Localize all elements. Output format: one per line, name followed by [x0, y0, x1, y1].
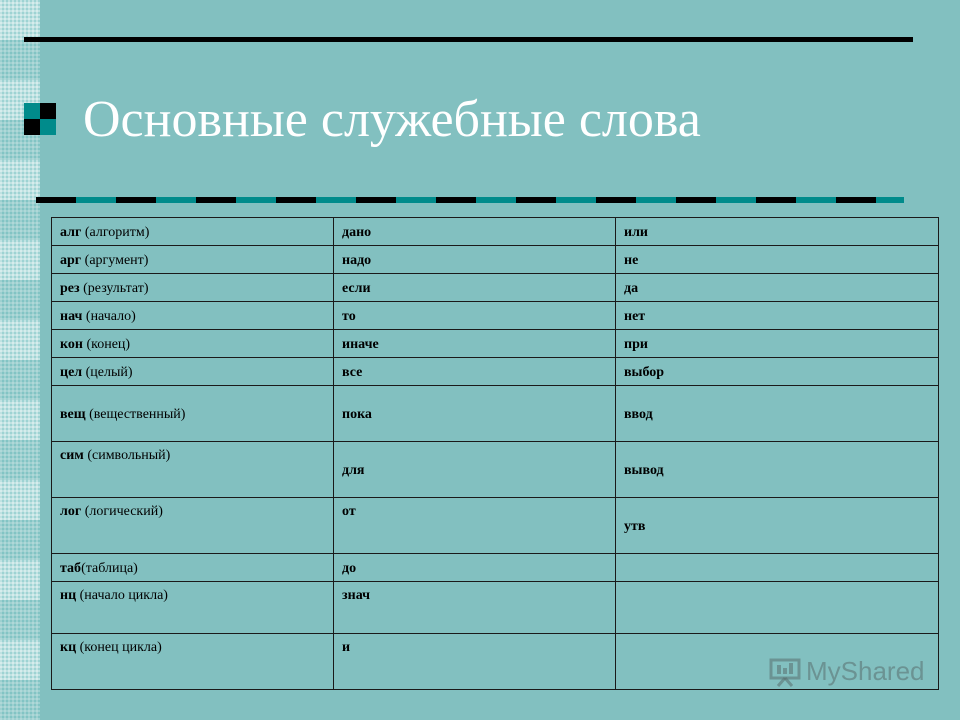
- table-cell: не: [616, 246, 939, 274]
- table-row: [52, 302, 939, 330]
- table-cell: ввод: [616, 386, 939, 442]
- table-row: [52, 330, 939, 358]
- table-cell: выбор: [616, 358, 939, 386]
- watermark: [768, 656, 925, 687]
- table-row: [52, 442, 939, 498]
- table-row: [52, 246, 939, 274]
- table-cell: нц (начало цикла): [52, 582, 334, 634]
- table-cell: [616, 582, 939, 634]
- page-title: Основные служебные слова: [83, 91, 701, 148]
- table-row: [52, 582, 939, 634]
- table-cell: все: [334, 358, 616, 386]
- dashed-rule: [36, 197, 904, 203]
- table-cell: иначе: [334, 330, 616, 358]
- table-cell: от: [334, 498, 616, 554]
- table-row: [52, 358, 939, 386]
- table-cell: то: [334, 302, 616, 330]
- table-cell: таб(таблица): [52, 554, 334, 582]
- table-cell: кон (конец): [52, 330, 334, 358]
- top-rule: [24, 37, 913, 42]
- title-bullet-icon: [24, 103, 56, 135]
- table-cell: да: [616, 274, 939, 302]
- table-cell: сим (символьный): [52, 442, 334, 498]
- table-cell: или: [616, 218, 939, 246]
- keywords-table: [51, 217, 939, 690]
- watermark-text: MyShared: [806, 656, 925, 686]
- table-cell: арг (аргумент): [52, 246, 334, 274]
- table-cell: нет: [616, 302, 939, 330]
- table-cell: знач: [334, 582, 616, 634]
- table-row: [52, 386, 939, 442]
- presentation-board-icon: [768, 657, 802, 687]
- table-cell: утв: [616, 498, 939, 554]
- table-row: [52, 554, 939, 582]
- table-row: [52, 498, 939, 554]
- table-row: [52, 274, 939, 302]
- table-cell: до: [334, 554, 616, 582]
- table-cell: пока: [334, 386, 616, 442]
- table-cell: рез (результат): [52, 274, 334, 302]
- table-cell: вывод: [616, 442, 939, 498]
- table-cell: лог (логический): [52, 498, 334, 554]
- table-cell: кц (конец цикла): [52, 634, 334, 690]
- table-cell: [616, 554, 939, 582]
- table-cell: вещ (вещественный): [52, 386, 334, 442]
- table-cell: дано: [334, 218, 616, 246]
- table-cell: надо: [334, 246, 616, 274]
- table-cell: нач (начало): [52, 302, 334, 330]
- table-cell: алг (алгоритм): [52, 218, 334, 246]
- table-row: [52, 218, 939, 246]
- table-cell: и: [334, 634, 616, 690]
- table-cell: если: [334, 274, 616, 302]
- table-cell: при: [616, 330, 939, 358]
- table-cell: для: [334, 442, 616, 498]
- table-cell: цел (целый): [52, 358, 334, 386]
